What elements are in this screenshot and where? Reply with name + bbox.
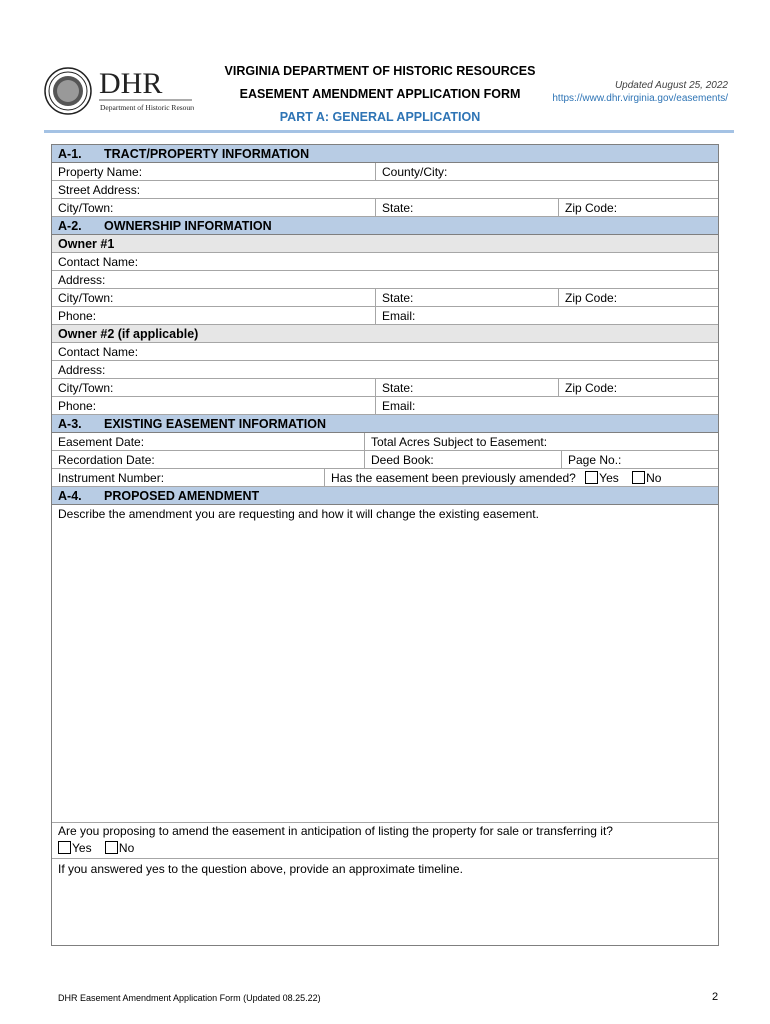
- form-title: [200, 60, 560, 129]
- owner1-state-field[interactable]: State:: [375, 289, 558, 306]
- sale-transfer-yes-checkbox[interactable]: [58, 841, 71, 854]
- section-a4-header: [52, 487, 718, 505]
- instrument-number-field[interactable]: Instrument Number:: [58, 471, 165, 485]
- owner1-email-field[interactable]: Email:: [375, 307, 720, 324]
- a1-row-property: [52, 163, 718, 181]
- a3-row-instrument: [52, 469, 718, 487]
- owner2-header: [52, 325, 718, 343]
- timeline-box[interactable]: [52, 859, 718, 945]
- section-title: EXISTING EASEMENT INFORMATION: [104, 417, 326, 431]
- amendment-description-prompt: Describe the amendment you are requesting and how it will change the existing easement.: [58, 507, 539, 521]
- previously-amended-yes-checkbox[interactable]: [585, 471, 598, 484]
- no-label: No: [646, 471, 662, 485]
- owner2-row-city: [52, 379, 718, 397]
- website-link[interactable]: https://www.dhr.virginia.gov/easements/: [552, 93, 728, 104]
- owner2-city-field[interactable]: City/Town:: [58, 381, 114, 395]
- owner2-row-address: [52, 361, 718, 379]
- owner1-contact-name-field[interactable]: Contact Name:: [58, 255, 139, 269]
- part-title: PART A: GENERAL APPLICATION: [279, 110, 481, 124]
- a1-row-street: [52, 181, 718, 199]
- previously-amended-label: Has the easement been previously amended?: [331, 471, 576, 485]
- title-line-2: EASEMENT AMENDMENT APPLICATION FORM: [239, 87, 521, 101]
- owner2-contact-name-field[interactable]: Contact Name:: [58, 345, 139, 359]
- sale-transfer-question: [52, 823, 720, 858]
- section-number: A-2.: [58, 219, 82, 233]
- page-no-field[interactable]: Page No.:: [561, 451, 720, 468]
- owner1-row-contact: [52, 253, 718, 271]
- timeline-prompt: If you answered yes to the question above, provide an approximate timeline.: [58, 862, 463, 876]
- deed-book-field[interactable]: Deed Book:: [364, 451, 561, 468]
- footer-text: DHR Easement Amendment Application Form (Updated 08.25.22): [58, 993, 321, 1003]
- owner1-row-phone: [52, 307, 718, 325]
- section-number: A-3.: [58, 417, 82, 431]
- owner1-phone-field[interactable]: Phone:: [58, 309, 97, 323]
- logo-subtext: Department of Historic Resources: [100, 103, 194, 112]
- page-number: 2: [712, 991, 719, 1003]
- street-address-field[interactable]: Street Address:: [58, 183, 141, 197]
- sale-transfer-question-row: [52, 823, 718, 859]
- yes-label: Yes: [599, 471, 619, 485]
- owner2-zip-field[interactable]: Zip Code:: [558, 379, 720, 396]
- dhr-logo: [44, 66, 194, 118]
- logo-text: DHR: [99, 67, 163, 100]
- city-town-field[interactable]: City/Town:: [58, 201, 114, 215]
- title-line-1: VIRGINIA DEPARTMENT OF HISTORIC RESOURCES: [224, 64, 536, 78]
- owner1-zip-field[interactable]: Zip Code:: [558, 289, 720, 306]
- owner1-city-field[interactable]: City/Town:: [58, 291, 114, 305]
- owner2-label: Owner #2 (if applicable): [58, 327, 199, 341]
- section-title: TRACT/PROPERTY INFORMATION: [104, 147, 310, 161]
- section-number: A-4.: [58, 489, 82, 503]
- total-acres-field[interactable]: Total Acres Subject to Easement:: [364, 433, 720, 450]
- state-field[interactable]: State:: [375, 199, 558, 216]
- a3-row-recordation: [52, 451, 718, 469]
- a3-row-easement-date: [52, 433, 718, 451]
- a1-row-city: [52, 199, 718, 217]
- no-label: No: [118, 841, 135, 855]
- owner1-row-address: [52, 271, 718, 289]
- section-title: PROPOSED AMENDMENT: [104, 489, 260, 503]
- recordation-date-field[interactable]: Recordation Date:: [58, 453, 155, 467]
- owner2-email-field[interactable]: Email:: [375, 397, 720, 414]
- owner1-address-field[interactable]: Address:: [58, 273, 106, 287]
- amendment-description-box[interactable]: [52, 505, 718, 823]
- updated-date: Updated August 25, 2022: [614, 80, 728, 91]
- county-city-field[interactable]: County/City:: [375, 163, 720, 180]
- owner2-state-field[interactable]: State:: [375, 379, 558, 396]
- sale-transfer-question-text: Are you proposing to amend the easement in anticipation of listing the property for sale or transferring it?: [58, 824, 613, 838]
- application-form: [51, 144, 719, 946]
- section-number: A-1.: [58, 147, 82, 161]
- section-a3-header: [52, 415, 718, 433]
- owner1-header: [52, 235, 718, 253]
- previously-amended-question: [324, 469, 720, 486]
- easement-date-field[interactable]: Easement Date:: [58, 435, 145, 449]
- owner2-row-contact: [52, 343, 718, 361]
- zip-code-field[interactable]: Zip Code:: [558, 199, 720, 216]
- owner2-address-field[interactable]: Address:: [58, 363, 106, 377]
- header-rule: [44, 130, 734, 133]
- section-a1-header: [52, 145, 718, 163]
- update-info: [552, 79, 728, 105]
- owner2-row-phone: [52, 397, 718, 415]
- owner2-phone-field[interactable]: Phone:: [58, 399, 97, 413]
- section-title: OWNERSHIP INFORMATION: [104, 219, 272, 233]
- yes-label: Yes: [72, 841, 92, 855]
- owner1-label: Owner #1: [58, 237, 115, 251]
- section-a2-header: [52, 217, 718, 235]
- previously-amended-no-checkbox[interactable]: [632, 471, 645, 484]
- owner1-row-city: [52, 289, 718, 307]
- property-name-field[interactable]: Property Name:: [58, 165, 143, 179]
- sale-transfer-no-checkbox[interactable]: [105, 841, 118, 854]
